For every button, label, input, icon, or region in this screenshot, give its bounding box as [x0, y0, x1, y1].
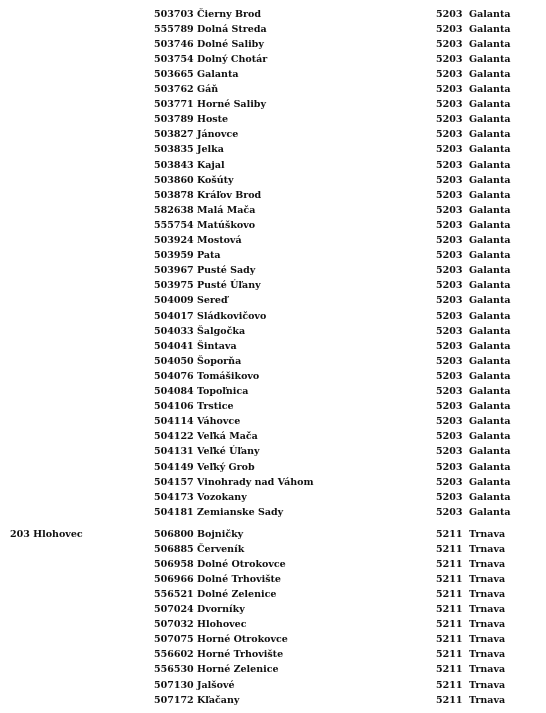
table-row: [0, 188, 546, 203]
region-code: 5203: [436, 325, 463, 337]
municipality-name: Šoporňa: [197, 355, 242, 367]
municipality-name: Horné Otrokovce: [197, 634, 288, 646]
table-row: [0, 693, 546, 708]
region-code: 5203: [436, 219, 463, 231]
district-seat: Galanta: [469, 53, 511, 65]
region-code: 5203: [436, 476, 463, 488]
table-row: [0, 248, 546, 263]
district-seat: Trnava: [469, 619, 506, 631]
region-code: 5211: [436, 604, 463, 615]
district-label: 203 Hlohovec: [10, 528, 83, 540]
table-row: [0, 309, 546, 324]
region-code: 5203: [436, 250, 463, 262]
municipality-code: 507075: [154, 634, 194, 646]
municipality-name: Horné Saliby: [197, 99, 266, 111]
municipality-name: Šintava: [197, 340, 237, 352]
municipality-name: Pusté Sady: [197, 265, 256, 277]
table-row: [0, 278, 546, 293]
table-row: [0, 52, 546, 67]
municipality-code: 503860: [154, 174, 194, 186]
municipality-code: 555754: [154, 219, 194, 231]
district-seat: Galanta: [469, 204, 511, 216]
district-seat: Galanta: [469, 38, 511, 50]
region-code: 5211: [436, 694, 463, 706]
district-seat: Galanta: [469, 8, 511, 20]
municipality-code: 504122: [154, 431, 194, 443]
municipality-code: 503771: [154, 99, 194, 111]
municipality-name: Topoľnica: [197, 386, 249, 397]
municipality-name: Hlohovec: [197, 619, 247, 631]
table-row: [0, 158, 546, 173]
table-row: [0, 7, 546, 22]
district-seat: Trnava: [469, 543, 506, 555]
municipality-code: 504173: [154, 491, 194, 503]
municipality-name: Jelka: [197, 144, 224, 156]
district-seat: Galanta: [469, 476, 511, 488]
municipality-name: Trstice: [197, 401, 234, 413]
municipality-code: 556602: [154, 649, 194, 661]
district-seat: Trnava: [469, 528, 506, 540]
region-code: 5211: [436, 573, 463, 585]
municipality-name: Vinohrady nad Váhom: [197, 476, 314, 488]
municipality-code: 555789: [154, 23, 194, 35]
table-row: [0, 233, 546, 248]
region-code: 5203: [436, 340, 463, 352]
municipality-code: 503924: [154, 235, 194, 246]
district-seat: Trnava: [469, 573, 506, 585]
municipality-name: Jalšové: [197, 679, 235, 691]
municipality-name: Dolná Streda: [197, 23, 267, 35]
district-seat: Galanta: [469, 99, 511, 111]
region-code: 5203: [436, 189, 463, 201]
municipality-code: 503762: [154, 84, 194, 95]
district-seat: Galanta: [469, 340, 511, 352]
municipality-code: 582638: [154, 204, 194, 216]
table-row: [0, 67, 546, 82]
municipality-code: 503665: [154, 68, 194, 80]
municipality-name: Tomášikovo: [197, 370, 260, 382]
table-row: [0, 490, 546, 505]
municipality-name: Horné Zelenice: [197, 664, 279, 676]
table-row: [0, 82, 546, 97]
region-code: 5203: [436, 310, 463, 322]
municipality-code: 504149: [154, 461, 194, 473]
municipality-code: 507024: [154, 604, 194, 615]
table-row: [0, 678, 546, 693]
table-row: [0, 414, 546, 429]
table-row: [0, 112, 546, 127]
region-code: 5211: [436, 619, 463, 631]
table-row: [0, 557, 546, 572]
district-seat: Galanta: [469, 265, 511, 277]
region-code: 5203: [436, 386, 463, 397]
municipality-code: 504084: [154, 386, 194, 397]
municipality-code: 504114: [154, 416, 194, 428]
region-code: 5203: [436, 159, 463, 171]
municipality-code: 503967: [154, 265, 194, 277]
table-row: [0, 542, 546, 557]
district-seat: Galanta: [469, 235, 511, 246]
district-seat: Galanta: [469, 416, 511, 428]
table-row: [0, 527, 546, 542]
table-row: [0, 572, 546, 587]
district-seat: Trnava: [469, 604, 506, 615]
district-seat: Galanta: [469, 386, 511, 397]
municipality-code: 507032: [154, 619, 194, 631]
table-row: [0, 662, 546, 677]
municipality-code: 504106: [154, 401, 194, 413]
region-code: 5211: [436, 649, 463, 661]
table-row: [0, 475, 546, 490]
municipality-name: Gáň: [197, 84, 219, 95]
table-row: [0, 97, 546, 112]
municipality-name: Hoste: [197, 114, 229, 126]
region-code: 5203: [436, 416, 463, 428]
municipality-code: 503827: [154, 129, 194, 141]
district-seat: Galanta: [469, 355, 511, 367]
municipality-name: Zemianske Sady: [197, 506, 284, 518]
table-row: [0, 173, 546, 188]
municipality-code: 504033: [154, 325, 194, 337]
municipality-name: Veľký Grob: [197, 461, 255, 473]
region-code: 5203: [436, 355, 463, 367]
table-row: [0, 505, 546, 520]
municipality-name: Dolné Saliby: [197, 38, 264, 50]
municipality-name: Jánovce: [197, 129, 239, 141]
municipality-name: Čierny Brod: [197, 8, 261, 20]
region-code: 5203: [436, 401, 463, 413]
district-seat: Galanta: [469, 370, 511, 382]
district-seat: Trnava: [469, 588, 506, 600]
region-code: 5203: [436, 84, 463, 95]
region-code: 5203: [436, 461, 463, 473]
table-row: [0, 22, 546, 37]
region-code: 5203: [436, 174, 463, 186]
region-code: 5203: [436, 114, 463, 126]
municipality-name: Bojničky: [197, 528, 244, 540]
region-code: 5203: [436, 68, 463, 80]
region-code: 5203: [436, 280, 463, 292]
district-seat: Galanta: [469, 68, 511, 80]
municipality-name: Vozokany: [197, 491, 247, 503]
municipality-name: Kľačany: [197, 694, 240, 706]
district-seat: Galanta: [469, 219, 511, 231]
region-code: 5203: [436, 144, 463, 156]
table-row: [0, 339, 546, 354]
municipality-name: Červeník: [197, 543, 245, 555]
municipality-code: 504050: [154, 355, 194, 367]
region-code: 5211: [436, 588, 463, 600]
region-code: 5203: [436, 53, 463, 65]
table-row: [0, 142, 546, 157]
district-seat: Galanta: [469, 280, 511, 292]
municipality-code: 504009: [154, 295, 194, 307]
table-row: [0, 587, 546, 602]
district-seat: Galanta: [469, 461, 511, 473]
municipality-code: 503975: [154, 280, 194, 292]
municipality-code: 507130: [154, 679, 194, 691]
municipality-code: 503843: [154, 159, 194, 171]
region-code: 5203: [436, 295, 463, 307]
table-row: [0, 127, 546, 142]
district-seat: Trnava: [469, 664, 506, 676]
municipality-code: 504041: [154, 340, 194, 352]
region-code: 5203: [436, 129, 463, 141]
district-seat: Trnava: [469, 634, 506, 646]
table-row: [0, 444, 546, 459]
district-seat: Galanta: [469, 431, 511, 443]
district-seat: Galanta: [469, 84, 511, 95]
municipality-name: Malá Mača: [197, 204, 256, 216]
municipality-name: Pusté Úľany: [197, 280, 261, 292]
municipality-code: 506800: [154, 528, 194, 540]
district-seat: Trnava: [469, 694, 506, 706]
municipality-name: Dvorníky: [197, 604, 245, 615]
municipality-name: Horné Trhovište: [197, 649, 284, 661]
district-seat: Galanta: [469, 310, 511, 322]
municipality-code: 556530: [154, 664, 194, 676]
table-row: [0, 399, 546, 414]
table-row: [0, 617, 546, 632]
municipality-name: Matúškovo: [197, 219, 256, 231]
region-code: 5211: [436, 528, 463, 540]
region-code: 5211: [436, 679, 463, 691]
municipality-code: 504017: [154, 310, 194, 322]
region-code: 5211: [436, 558, 463, 570]
region-code: 5203: [436, 491, 463, 503]
region-code: 5203: [436, 38, 463, 50]
district-seat: Galanta: [469, 144, 511, 156]
municipality-name: Kajal: [197, 159, 225, 171]
table-row: [0, 602, 546, 617]
table-row: [0, 203, 546, 218]
municipality-code: 504157: [154, 476, 194, 488]
table-row: [0, 460, 546, 475]
municipality-code: 504076: [154, 370, 194, 382]
municipality-code: 506958: [154, 558, 194, 570]
district-seat: Galanta: [469, 506, 511, 518]
table-row: [0, 647, 546, 662]
district-seat: Galanta: [469, 325, 511, 337]
municipality-code: 506885: [154, 543, 194, 555]
district-seat: Galanta: [469, 491, 511, 503]
municipality-code: 504181: [154, 506, 194, 518]
region-code: 5203: [436, 506, 463, 518]
table-row: [0, 384, 546, 399]
municipality-name: Košúty: [197, 174, 234, 186]
municipality-name: Dolné Trhovište: [197, 573, 281, 585]
municipality-code: 503754: [154, 53, 194, 65]
region-code: 5203: [436, 99, 463, 111]
table-row: [0, 369, 546, 384]
district-seat: Galanta: [469, 189, 511, 201]
district-seat: Galanta: [469, 401, 511, 413]
table-row: [0, 263, 546, 278]
municipality-code: 503789: [154, 114, 194, 126]
region-code: 5203: [436, 431, 463, 443]
municipality-name: Dolné Otrokovce: [197, 558, 286, 570]
district-seat: Galanta: [469, 159, 511, 171]
table-row: [0, 354, 546, 369]
municipality-code: 556521: [154, 588, 194, 600]
region-code: 5203: [436, 370, 463, 382]
region-code: 5211: [436, 664, 463, 676]
district-seat: Galanta: [469, 446, 511, 458]
municipality-name: Mostová: [197, 235, 242, 246]
municipality-code: 507172: [154, 694, 194, 706]
table-row: [0, 324, 546, 339]
municipality-code: 503703: [154, 8, 194, 20]
municipality-name: Pata: [197, 250, 221, 262]
municipality-code: 503746: [154, 38, 194, 50]
table-row: [0, 632, 546, 647]
district-seat: Galanta: [469, 114, 511, 126]
table-row: [0, 293, 546, 308]
region-code: 5203: [436, 235, 463, 246]
table-row: [0, 429, 546, 444]
district-seat: Galanta: [469, 23, 511, 35]
municipality-name: Sládkovičovo: [197, 310, 267, 322]
municipality-name: Veľká Mača: [197, 431, 258, 443]
district-seat: Galanta: [469, 295, 511, 307]
municipality-name: Galanta: [197, 68, 239, 80]
municipality-name: Šalgočka: [197, 325, 246, 337]
district-seat: Galanta: [469, 250, 511, 262]
district-seat: Trnava: [469, 558, 506, 570]
municipality-name: Sereď: [197, 295, 228, 307]
region-code: 5203: [436, 265, 463, 277]
region-code: 5211: [436, 634, 463, 646]
municipality-code: 503878: [154, 189, 194, 201]
region-code: 5203: [436, 446, 463, 458]
municipality-name: Váhovce: [197, 416, 241, 428]
table-row: [0, 218, 546, 233]
municipality-name: Dolný Chotár: [197, 53, 268, 65]
region-code: 5203: [436, 23, 463, 35]
region-code: 5203: [436, 204, 463, 216]
region-code: 5203: [436, 8, 463, 20]
municipality-code: 503959: [154, 250, 194, 262]
district-seat: Galanta: [469, 129, 511, 141]
municipality-code: 506966: [154, 573, 194, 585]
municipality-name: Veľké Úľany: [197, 446, 260, 458]
municipality-name: Dolné Zelenice: [197, 588, 277, 600]
municipality-name: Kráľov Brod: [197, 189, 262, 201]
district-seat: Trnava: [469, 679, 506, 691]
municipality-code: 504131: [154, 446, 194, 458]
municipality-code: 503835: [154, 144, 194, 156]
region-code: 5211: [436, 543, 463, 555]
district-seat: Galanta: [469, 174, 511, 186]
district-seat: Trnava: [469, 649, 506, 661]
table-row: [0, 37, 546, 52]
